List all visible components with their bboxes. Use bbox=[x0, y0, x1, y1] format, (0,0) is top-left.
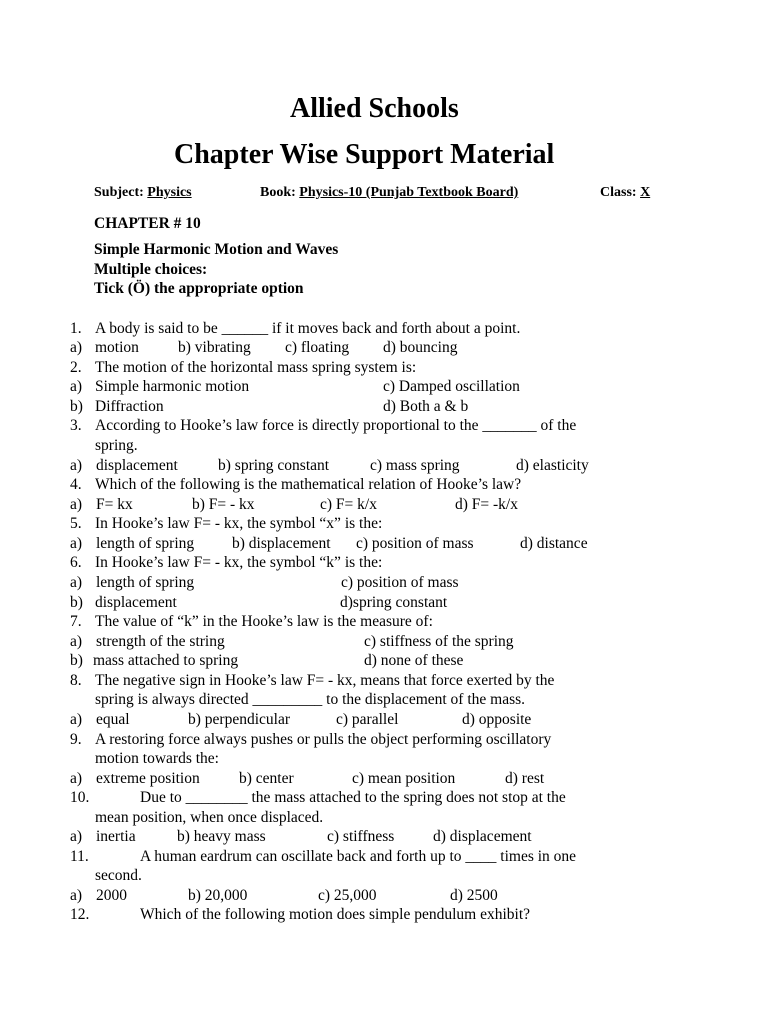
option-c: c) position of mass bbox=[356, 535, 474, 552]
question-6-text: In Hooke’s law F= - kx, the symbol “k” is the: bbox=[95, 554, 383, 571]
question-11-continued: second. bbox=[95, 867, 142, 884]
option-c: c) Damped oscillation bbox=[383, 378, 520, 395]
option-d: d) opposite bbox=[462, 711, 532, 728]
option-b: b) displacement bbox=[232, 535, 331, 552]
option-letter: a) bbox=[70, 339, 83, 356]
question-10-number: 10. bbox=[70, 789, 90, 806]
option-d: d)spring constant bbox=[340, 594, 448, 611]
option-letter: b) bbox=[70, 652, 83, 669]
question-4-text: Which of the following is the mathematical relation of Hooke’s law? bbox=[95, 476, 522, 493]
option-a: Simple harmonic motion bbox=[95, 378, 250, 395]
question-10-text: Due to ________ the mass attached to the spring does not stop at the bbox=[140, 789, 566, 806]
question-11-text: A human eardrum can oscillate back and forth up to ____ times in one bbox=[140, 848, 577, 865]
document-title: Chapter Wise Support Material bbox=[174, 139, 555, 170]
option-a: extreme position bbox=[96, 770, 200, 787]
option-d: d) 2500 bbox=[450, 887, 498, 904]
option-a: displacement bbox=[96, 457, 178, 474]
question-10-continued: mean position, when once displaced. bbox=[95, 809, 324, 826]
question-6-number: 6. bbox=[70, 554, 82, 571]
option-b: b) spring constant bbox=[218, 457, 330, 474]
option-a: length of spring bbox=[96, 535, 195, 552]
option-letter: a) bbox=[70, 496, 83, 513]
question-5-number: 5. bbox=[70, 515, 82, 532]
question-2-number: 2. bbox=[70, 359, 82, 376]
option-a: length of spring bbox=[96, 574, 195, 591]
question-9-continued: motion towards the: bbox=[95, 750, 219, 767]
subject-value: Physics bbox=[147, 185, 192, 200]
option-letter: a) bbox=[70, 711, 83, 728]
school-title: Allied Schools bbox=[290, 93, 459, 124]
option-c: c) stiffness of the spring bbox=[364, 633, 514, 650]
question-8-continued: spring is always directed _________ to the displacement of the mass. bbox=[95, 691, 526, 708]
instruction: Tick (Ö) the appropriate option bbox=[94, 280, 304, 297]
option-a: 2000 bbox=[96, 887, 127, 904]
question-12-text: Which of the following motion does simple pendulum exhibit? bbox=[140, 906, 531, 923]
option-letter: a) bbox=[70, 457, 83, 474]
section-heading: Multiple choices: bbox=[94, 261, 208, 278]
option-c: c) 25,000 bbox=[318, 887, 377, 904]
option-d: d) rest bbox=[505, 770, 545, 787]
option-a: equal bbox=[96, 711, 130, 728]
option-d: d) Both a & b bbox=[383, 398, 469, 415]
option-letter: a) bbox=[70, 378, 83, 395]
option-c: c) parallel bbox=[336, 711, 399, 728]
option-c: c) mass spring bbox=[370, 457, 460, 474]
option-b: b) heavy mass bbox=[177, 828, 266, 845]
option-c: c) mean position bbox=[352, 770, 456, 787]
class-value: X bbox=[640, 185, 651, 200]
question-8-text: The negative sign in Hooke’s law F= - kx, means that force exerted by the bbox=[95, 672, 555, 689]
class-label: Class: bbox=[600, 185, 637, 200]
option-c: c) position of mass bbox=[341, 574, 459, 591]
question-4-number: 4. bbox=[70, 476, 82, 493]
subject-line bbox=[94, 185, 192, 201]
option-b: b) center bbox=[239, 770, 294, 787]
option-letter: a) bbox=[70, 770, 83, 787]
option-c: c) F= k/x bbox=[320, 496, 377, 513]
option-d: d) displacement bbox=[433, 828, 532, 845]
book-value: Physics-10 (Punjab Textbook Board) bbox=[299, 185, 519, 200]
book-label: Book: bbox=[260, 185, 296, 200]
question-8-number: 8. bbox=[70, 672, 82, 689]
option-d: d) F= -k/x bbox=[455, 496, 518, 513]
option-letter: a) bbox=[70, 887, 83, 904]
option-d: d) distance bbox=[520, 535, 588, 552]
option-a: strength of the string bbox=[96, 633, 225, 650]
question-12-number: 12. bbox=[70, 906, 90, 923]
option-c: c) floating bbox=[285, 339, 350, 356]
class-line bbox=[600, 185, 650, 201]
option-letter: a) bbox=[70, 535, 83, 552]
question-5-text: In Hooke’s law F= - kx, the symbol “x” is the: bbox=[95, 515, 383, 532]
question-1-text: A body is said to be ______ if it moves back and forth about a point. bbox=[95, 320, 521, 337]
question-3-text: According to Hooke’s law force is directly proportional to the _______ of the bbox=[95, 417, 577, 434]
chapter-number: CHAPTER # 10 bbox=[94, 215, 201, 232]
option-b: Diffraction bbox=[95, 398, 164, 415]
option-d: d) elasticity bbox=[516, 457, 589, 474]
option-b: displacement bbox=[95, 594, 177, 611]
option-b: b) vibrating bbox=[178, 339, 251, 356]
option-letter: b) bbox=[70, 594, 83, 611]
question-1-number: 1. bbox=[70, 320, 82, 337]
chapter-topic: Simple Harmonic Motion and Waves bbox=[94, 241, 339, 258]
question-9-number: 9. bbox=[70, 731, 82, 748]
option-letter: a) bbox=[70, 574, 83, 591]
option-a: inertia bbox=[96, 828, 136, 845]
option-a: F= kx bbox=[96, 496, 133, 513]
book-line bbox=[260, 185, 518, 201]
option-b: mass attached to spring bbox=[93, 652, 239, 669]
question-2-text: The motion of the horizontal mass spring system is: bbox=[95, 359, 417, 376]
option-c: c) stiffness bbox=[327, 828, 395, 845]
option-letter: b) bbox=[70, 398, 83, 415]
option-d: d) none of these bbox=[364, 652, 464, 669]
question-3-number: 3. bbox=[70, 417, 82, 434]
question-11-number: 11. bbox=[70, 848, 89, 865]
option-b: b) 20,000 bbox=[188, 887, 248, 904]
option-a: motion bbox=[95, 339, 139, 356]
question-7-number: 7. bbox=[70, 613, 82, 630]
question-3-continued: spring. bbox=[95, 437, 138, 454]
option-b: b) F= - kx bbox=[192, 496, 255, 513]
subject-label: Subject: bbox=[94, 185, 144, 200]
question-7-text: The value of “k” in the Hooke’s law is the measure of: bbox=[95, 613, 433, 630]
question-9-text: A restoring force always pushes or pulls the object performing oscillatory bbox=[95, 731, 552, 748]
option-b: b) perpendicular bbox=[188, 711, 290, 728]
option-letter: a) bbox=[70, 828, 83, 845]
option-d: d) bouncing bbox=[383, 339, 458, 356]
option-letter: a) bbox=[70, 633, 83, 650]
